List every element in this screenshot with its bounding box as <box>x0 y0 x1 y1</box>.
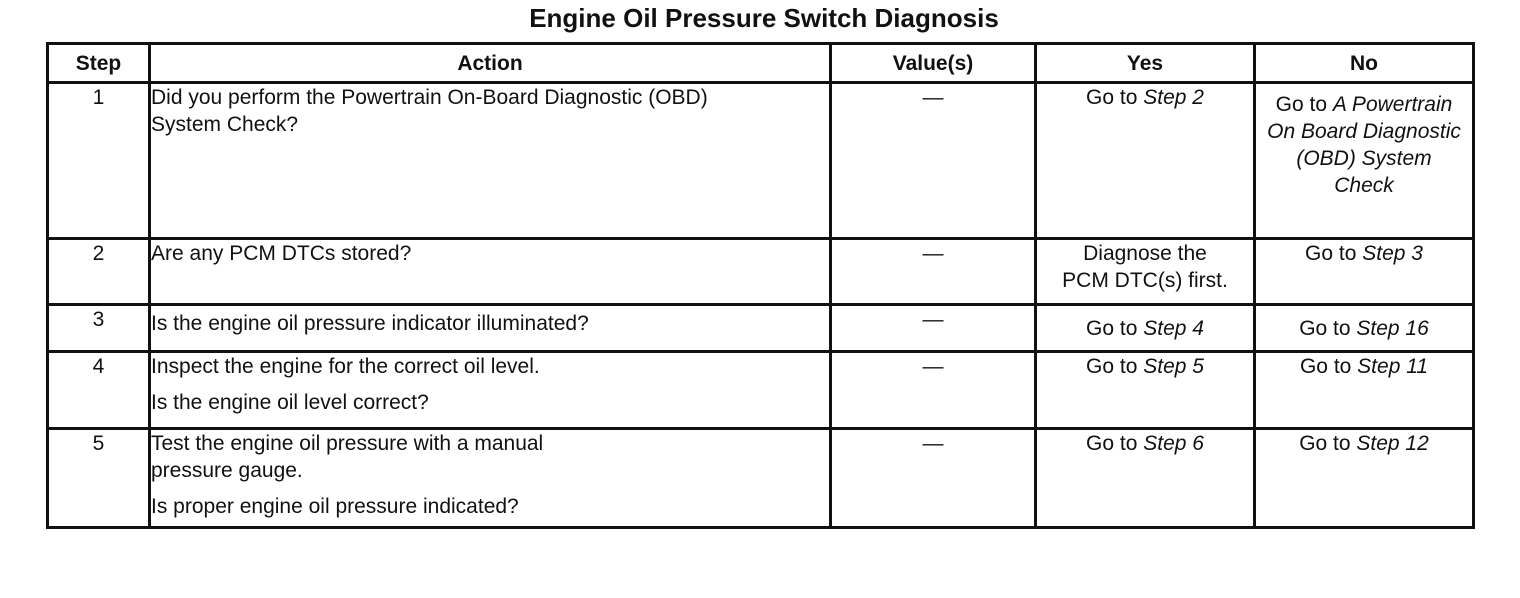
step-number: 3 <box>48 305 150 352</box>
value-dash: — <box>922 86 944 109</box>
value-cell <box>831 429 1036 528</box>
column-header-yes: Yes <box>1036 44 1255 83</box>
step-number: 5 <box>48 429 150 528</box>
step-number: 2 <box>48 239 150 305</box>
action-text: Inspect the engine for the correct oil level. <box>151 355 540 378</box>
value-dash: — <box>922 432 944 455</box>
table-row <box>48 305 1474 352</box>
action-text-line-2: pressure gauge. <box>151 459 303 482</box>
action-question: Is the engine oil level correct? <box>151 391 429 414</box>
no-cell <box>1255 352 1474 429</box>
table-row <box>48 352 1474 429</box>
yes-text-line-1: Diagnose the <box>1083 242 1207 265</box>
yes-prefix: Go to <box>1086 316 1144 340</box>
yes-text-line-2: PCM DTC(s) first. <box>1062 269 1228 292</box>
yes-prefix: Go to <box>1086 86 1144 109</box>
yes-step-ref: Step 5 <box>1143 355 1204 378</box>
step-number: 1 <box>48 83 150 239</box>
column-header-action: Action <box>150 44 831 83</box>
page-title: Engine Oil Pressure Switch Diagnosis <box>529 3 999 33</box>
no-cell <box>1255 83 1474 239</box>
value-dash: — <box>922 308 944 331</box>
action-text-line-1: Test the engine oil pressure with a manual <box>151 432 544 455</box>
no-prefix: Go to <box>1299 316 1357 340</box>
table-row <box>48 239 1474 305</box>
action-cell <box>150 239 831 305</box>
action-cell <box>150 305 831 352</box>
action-text: Are any PCM DTCs stored? <box>151 242 412 265</box>
yes-cell <box>1036 352 1255 429</box>
value-cell <box>831 352 1036 429</box>
no-step-ref: A Powertrain On Board Diagnostic (OBD) System Check <box>1267 93 1461 197</box>
no-cell <box>1255 305 1474 352</box>
no-cell <box>1255 429 1474 528</box>
no-step-ref: Step 12 <box>1356 432 1429 455</box>
column-header-no: No <box>1255 44 1474 83</box>
table-row <box>48 429 1474 528</box>
action-text: Is the engine oil pressure indicator illuminated? <box>151 312 589 335</box>
action-question: Is proper engine oil pressure indicated? <box>151 495 519 518</box>
no-step-ref: Step 11 <box>1357 355 1429 378</box>
column-header-step: Step <box>48 44 150 83</box>
no-prefix: Go to <box>1299 355 1358 378</box>
yes-cell <box>1036 429 1255 528</box>
no-prefix: Go to <box>1299 432 1357 455</box>
table-header-row <box>48 44 1474 83</box>
yes-step-ref: Step 2 <box>1143 86 1204 109</box>
yes-step-ref: Step 4 <box>1143 316 1204 340</box>
no-step-ref: Step 16 <box>1356 316 1429 340</box>
yes-step-ref: Step 6 <box>1143 432 1204 455</box>
yes-cell <box>1036 83 1255 239</box>
no-cell <box>1255 239 1474 305</box>
yes-cell <box>1036 305 1255 352</box>
table-row <box>48 83 1474 239</box>
column-header-values: Value(s) <box>831 44 1036 83</box>
value-cell <box>831 239 1036 305</box>
value-cell <box>831 83 1036 239</box>
step-number: 4 <box>48 352 150 429</box>
yes-cell <box>1036 239 1255 305</box>
no-step-ref: Step 3 <box>1362 242 1423 265</box>
action-cell <box>150 352 831 429</box>
yes-prefix: Go to <box>1086 355 1144 378</box>
action-cell <box>150 429 831 528</box>
no-prefix: Go to <box>1305 242 1363 265</box>
diagnosis-table <box>46 42 1475 529</box>
action-text: Did you perform the Powertrain On-Board Diagnostic (OBD) System Check? <box>151 86 708 136</box>
yes-prefix: Go to <box>1086 432 1144 455</box>
value-dash: — <box>922 355 944 378</box>
action-cell <box>150 83 831 239</box>
value-dash: — <box>922 242 944 265</box>
value-cell <box>831 305 1036 352</box>
no-prefix: Go to <box>1275 93 1333 116</box>
